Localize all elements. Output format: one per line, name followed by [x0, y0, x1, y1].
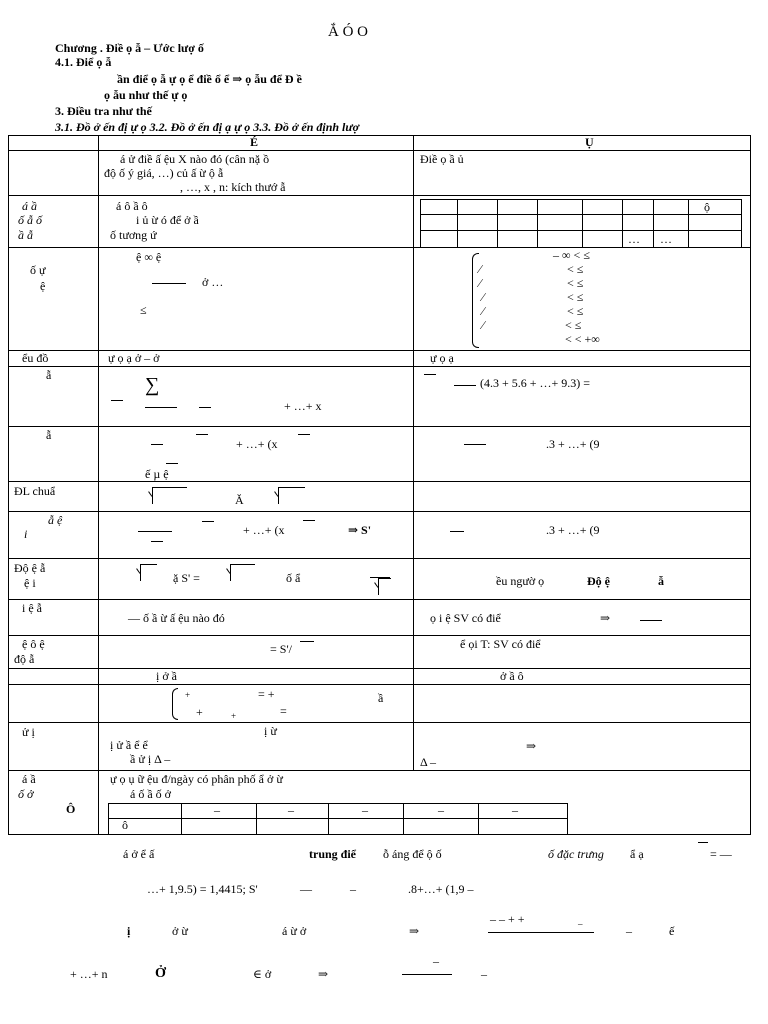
row9-sqrt-1 — [140, 564, 157, 581]
row11-left-line2: độ ẫ — [14, 652, 35, 666]
row5-right: (4.3 + 5.6 + …+ 9.3) = — [480, 376, 591, 390]
row3-right-line3: < ≤ — [567, 276, 584, 290]
row14-left: ử ị — [22, 725, 35, 739]
row15-left-line1: á ầ — [22, 772, 36, 786]
row1-mid-line2: độ ố ý giá, …) củ ấ ừ ộ ẫ — [104, 166, 224, 180]
row8-right: .3 + …+ (9 — [546, 523, 600, 537]
row15-grid-cell: – — [214, 803, 220, 817]
bottom-line1-overline — [698, 842, 708, 843]
bottom-line3-e: – — [626, 924, 632, 938]
bottom-line3-a: ị — [127, 924, 131, 938]
row12-mid: ị ở ầ — [156, 669, 178, 683]
row6-mid-line1: + …+ (x — [236, 437, 278, 451]
row9-sqrt-2 — [230, 564, 255, 581]
row15-mid-line1: ự ọ ụ ữ ệu đ/ngày có phân phố ẩ ở ừ — [110, 772, 283, 786]
row3-mid-line1: ệ ∞ ệ — [136, 250, 162, 264]
row5-right-fraction-bar — [454, 385, 476, 386]
bottom-line4-c: ∈ ở — [253, 967, 272, 981]
row9-right-2: Độ ệ — [587, 574, 610, 588]
row7-left: ĐL chuẩ — [14, 484, 56, 498]
row6-left: ẫ — [46, 428, 52, 442]
row14-right-delta: Δ – — [420, 755, 437, 769]
bottom-line1-d: ố đặc trưng — [548, 847, 604, 861]
section-3-subheadings: 3.1. Đồ ở ến đị ự ọ 3.2. Đồ ở ến đị ạ ự ọ 3.3. Đồ ở ến định lượ — [55, 120, 360, 134]
row2-left-line1: á ầ — [22, 199, 37, 213]
row2-mid-line1: á ô ầ ô — [116, 199, 148, 213]
row2-left-line2: ố ẫ ố — [18, 213, 42, 227]
row7-sqrt-1 — [152, 487, 187, 504]
row13-plus-2: + — [196, 705, 203, 719]
bottom-line3-b: ở ừ — [172, 924, 188, 938]
row15-grid-cell: – — [362, 803, 368, 817]
row4-right: ự ọ ạ — [430, 351, 454, 365]
row12-right: ở ầ ô — [500, 669, 524, 683]
bottom-line4-numerator: – — [433, 954, 439, 968]
bottom-line3-f: ế — [669, 924, 675, 938]
row6-right: .3 + …+ (9 — [546, 437, 600, 451]
row2-grid-dots-1: … — [628, 232, 640, 246]
row8-left-line2: i — [24, 527, 28, 541]
row3-right-line5: < ≤ — [567, 304, 584, 318]
row3-right-line2: < ≤ — [567, 262, 584, 276]
row9-mid-2: ố ẩ — [286, 571, 301, 585]
row15-grid-cell: – — [288, 803, 294, 817]
row5-right-overline — [424, 374, 436, 375]
row6-right-fraction-bar — [464, 444, 486, 445]
bottom-line1-c: ỗ áng để ộ ố — [383, 847, 442, 861]
bottom-line3-numerator-tail: – — [578, 919, 583, 929]
row13-mid-3: ầ — [378, 691, 384, 705]
row2-grid-header: ộ — [704, 200, 710, 214]
row4-left: ểu đồ — [22, 351, 49, 365]
header-right: Ụ — [585, 135, 594, 149]
bottom-line2-a: …+ 1,9.5) = 1,4415; S' — [147, 882, 258, 896]
row14-mid-3: ầ ử ị Δ – — [130, 752, 171, 766]
row2-grid-dots-2: … — [660, 232, 672, 246]
row3-right-line4: < ≤ — [567, 290, 584, 304]
row7-sqrt-2 — [278, 487, 305, 504]
row13-mid-2: = — [280, 704, 287, 718]
row9-sqrt-3 — [378, 578, 391, 595]
row10-right-1: ọ i ệ SV có điể — [430, 611, 501, 625]
slash-icon: ∕ — [482, 318, 485, 332]
section-3-heading: 3. Điều tra như thế — [55, 104, 152, 118]
section-4-1-heading: 4.1. Điể ọ ẫ — [55, 55, 112, 69]
row8-left-line1: ẫ ệ — [48, 513, 63, 527]
row4-mid: ự ọ ạ ở – ở — [108, 351, 160, 365]
slash-icon: ∕ — [482, 290, 485, 304]
bottom-line1-b: trung điể — [309, 847, 357, 861]
row9-mid-1: ặ S' = — [173, 571, 200, 585]
bottom-line4-a: + …+ n — [70, 967, 108, 981]
row8-fraction-bar — [138, 531, 172, 532]
row8-mid: + …+ (x — [243, 523, 285, 537]
bottom-line1-a: á ở ể ấ — [123, 847, 155, 861]
bottom-line4-arrow: ⇒ — [318, 967, 329, 981]
row6-dash-1 — [151, 444, 163, 445]
row15-left-line3: Ô — [66, 802, 76, 816]
chapter-heading: Chương . Điề ọ ẫ – Ước lượ ố — [55, 41, 204, 55]
header-mid: É — [250, 135, 259, 149]
row13-plus-1: + — [185, 690, 191, 700]
bottom-line3-fraction-bar — [488, 932, 594, 933]
row15-grid-cell: – — [438, 803, 444, 817]
row3-left-line1: ố ự — [30, 263, 46, 277]
row10-left: i ệ ẫ — [22, 601, 42, 615]
row14-mid-2: ị ử ầ ể ể — [110, 738, 148, 752]
row9-left-line1: Độ ệ ẫ — [14, 561, 46, 575]
row3-right-brace — [472, 253, 482, 348]
row5-fraction-bar — [145, 407, 177, 408]
row14-right-arrow: ⇒ — [526, 739, 537, 753]
row3-left-line2: ệ — [40, 279, 46, 293]
row3-mid-line3: ≤ — [140, 303, 147, 317]
row9-right-1: ều ngườ ọ — [496, 574, 545, 588]
document-title: Ắ Ó O — [328, 24, 368, 40]
row1-mid-line3: , …, x , n: kích thướ ẫ — [180, 180, 286, 194]
bottom-line4-fraction-bar — [402, 974, 452, 975]
slash-icon: ∕ — [482, 304, 485, 318]
row15-left-line2: ố ở — [18, 787, 34, 801]
row9-fraction-bar — [370, 577, 390, 578]
row1-right: Điề ọ ầ ủ — [420, 152, 464, 166]
bottom-line4-e: – — [481, 967, 487, 981]
row10-right-arrow: ⇒ — [600, 611, 611, 625]
row8-dash-3 — [303, 520, 315, 521]
bottom-line3-numerator: – – + + — [490, 912, 525, 926]
row7-mid: Ă — [235, 493, 244, 507]
row5-dash-1 — [111, 400, 123, 401]
bottom-line2-c: – — [350, 882, 356, 896]
row3-right-line8: < < +∞ — [565, 332, 600, 346]
row15-grid-cell-label: ô — [122, 818, 128, 832]
row8-right-fraction-bar — [450, 531, 464, 532]
row2-mid-line3: ố tương ứ — [110, 228, 157, 242]
row6-dash-2 — [196, 434, 208, 435]
row15-grid-cell: – — [512, 803, 518, 817]
slash-icon: ∕ — [479, 262, 482, 276]
bottom-line2-d: .8+…+ (1,9 – — [408, 882, 474, 896]
row9-left-line2: ệ i — [24, 576, 36, 590]
row3-mid-fraction-bar — [152, 283, 186, 284]
row11-overline — [300, 641, 314, 642]
row13-mid-1: = + — [258, 687, 275, 701]
row3-right-line6: < ≤ — [565, 318, 582, 332]
row11-left-line1: ệ ô ệ — [22, 637, 45, 651]
bottom-line1-e: ẩ ạ — [630, 847, 644, 861]
row3-mid-line2: ở … — [202, 275, 224, 289]
bottom-line3-arrow: ⇒ — [409, 924, 420, 938]
row6-dash-4 — [166, 463, 178, 464]
bottom-line4-b: Ở — [155, 966, 166, 981]
row13-plus-3: + — [231, 711, 237, 721]
slash-icon: ∕ — [479, 276, 482, 290]
row13-brace — [172, 688, 178, 720]
row5-sigma: ∑ — [145, 374, 160, 396]
row6-dash-3 — [298, 434, 310, 435]
row5-dash-2 — [199, 407, 211, 408]
row10-mid: — ố ầ ừ ấ ệu nào đó — [128, 611, 225, 625]
row10-right-fraction-bar — [640, 620, 662, 621]
row15-mid-line2: á ố ầ ố ở — [130, 787, 171, 801]
row9-right-3: ẫ — [658, 574, 664, 588]
definition-line-1: ần điể ọ ẫ ự ọ ể điề ổ ể ⇒ ọ ẫu để Đ ề — [117, 72, 302, 86]
row2-mid-line2: i ủ ừ ó để ở ầ — [136, 213, 199, 227]
row6-mid-line2: ế µ ệ — [145, 467, 169, 481]
bottom-line3-c: á ừ ở — [282, 924, 307, 938]
row8-arrow-result: ⇒ S' — [348, 523, 372, 537]
row5-mid-tail: + …+ x — [284, 399, 322, 413]
row1-mid-line1: á ử điề ấ ệu X nào đó (cân nặ ồ — [120, 152, 270, 166]
bottom-line2-b: — — [300, 882, 312, 896]
bottom-line1-f: = — — [710, 847, 732, 861]
row3-right-line1: – ∞ < ≤ — [553, 248, 590, 262]
definition-line-2: ọ ẫu như thế ự ọ — [104, 88, 188, 102]
row2-left-line3: ầ ẫ — [18, 228, 33, 242]
row11-mid: = S'/ — [270, 642, 292, 656]
row5-left: ẫ — [46, 368, 52, 382]
row11-right: ể ọi T: SV có điể — [460, 637, 541, 651]
row8-dash-1 — [151, 541, 163, 542]
row8-dash-2 — [202, 521, 214, 522]
row14-mid-1: ị ừ — [264, 724, 277, 738]
